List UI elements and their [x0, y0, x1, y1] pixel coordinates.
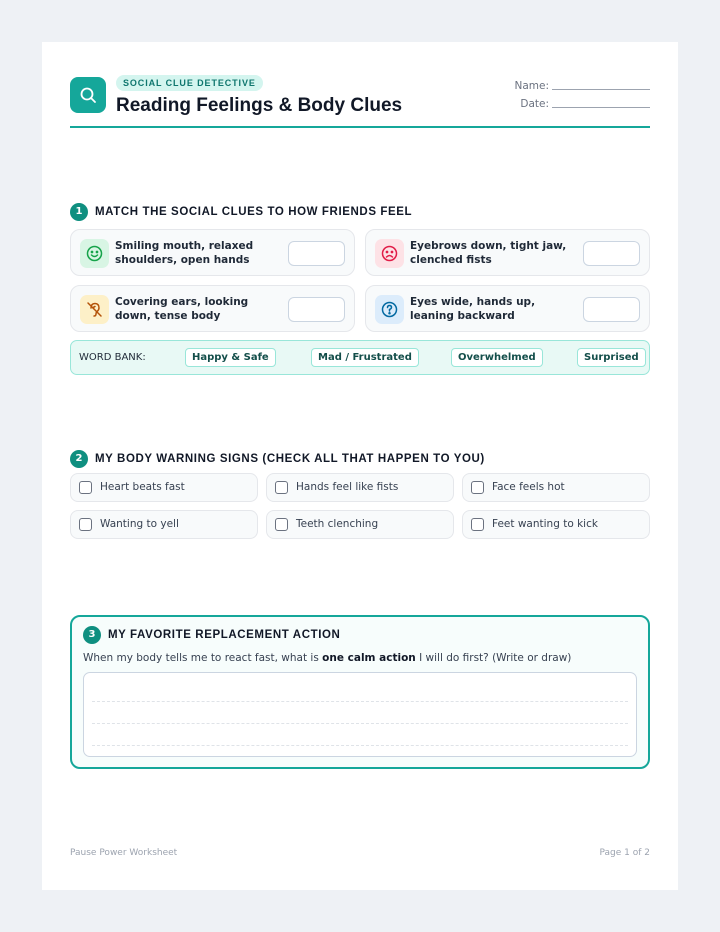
name-field[interactable] — [552, 89, 650, 90]
checkbox-label: Teeth clenching — [296, 518, 379, 530]
category-badge: SOCIAL CLUE DETECTIVE — [116, 75, 263, 91]
word-bank-chip: Overwhelmed — [451, 348, 543, 367]
replacement-action-panel — [70, 615, 650, 769]
writing-line — [92, 723, 628, 724]
ear-off-icon — [80, 295, 109, 324]
writing-line — [92, 745, 628, 746]
section-3-heading — [83, 626, 340, 644]
warning-sign-item[interactable] — [266, 473, 454, 502]
prompt-emphasis: one calm action — [322, 652, 416, 664]
frown-icon — [375, 239, 404, 268]
date-field[interactable] — [552, 107, 650, 108]
answer-box[interactable] — [288, 241, 345, 266]
warning-sign-item[interactable] — [266, 510, 454, 539]
checkbox[interactable] — [275, 518, 288, 531]
word-bank-chip: Mad / Frustrated — [311, 348, 419, 367]
question-icon — [375, 295, 404, 324]
prompt-text: I will do first? (Write or draw) — [415, 652, 572, 664]
date-label: Date: — [520, 98, 549, 110]
warning-sign-item[interactable] — [462, 473, 650, 502]
checkbox-label: Face feels hot — [492, 481, 565, 493]
answer-box[interactable] — [583, 297, 640, 322]
section-title: MATCH THE SOCIAL CLUES TO HOW FRIENDS FEEL — [95, 206, 413, 218]
answer-box[interactable] — [583, 241, 640, 266]
word-bank-label: WORD BANK: — [79, 352, 146, 363]
warning-sign-item[interactable] — [70, 473, 258, 502]
section-title: MY BODY WARNING SIGNS (CHECK ALL THAT HAPPEN TO YOU) — [95, 453, 485, 465]
checkbox-label: Heart beats fast — [100, 481, 185, 493]
clue-text: Smiling mouth, relaxed shoulders, open hands — [115, 240, 254, 266]
clue-card-overwhelmed — [70, 285, 355, 332]
section-number: 1 — [70, 203, 88, 221]
clue-text: Eyebrows down, tight jaw, clenched fists — [410, 240, 567, 266]
smile-icon — [80, 239, 109, 268]
checkbox-label: Hands feel like fists — [296, 481, 399, 493]
answer-writing-area[interactable] — [83, 672, 637, 757]
header-divider — [70, 126, 650, 128]
clue-card-mad — [365, 229, 650, 276]
name-row — [514, 78, 650, 92]
checkbox-label: Feet wanting to kick — [492, 518, 598, 530]
checkbox[interactable] — [275, 481, 288, 494]
worksheet-page — [42, 42, 678, 890]
checkbox-label: Wanting to yell — [100, 518, 179, 530]
name-label: Name: — [514, 80, 549, 92]
warning-sign-item[interactable] — [462, 510, 650, 539]
clue-text: Covering ears, looking down, tense body — [115, 296, 249, 322]
writing-line — [92, 701, 628, 702]
section-number: 3 — [83, 626, 101, 644]
section-1-heading — [70, 203, 412, 221]
date-row — [520, 96, 650, 110]
clue-text: Eyes wide, hands up, leaning backward — [410, 296, 536, 322]
checkbox[interactable] — [79, 481, 92, 494]
checkbox[interactable] — [471, 518, 484, 531]
section-title: MY FAVORITE REPLACEMENT ACTION — [108, 629, 341, 641]
word-bank-chip: Happy & Safe — [185, 348, 276, 367]
word-bank-chip: Surprised — [577, 348, 646, 367]
checkbox[interactable] — [471, 481, 484, 494]
clue-card-surprised — [365, 285, 650, 332]
section-number: 2 — [70, 450, 88, 468]
checkbox[interactable] — [79, 518, 92, 531]
answer-box[interactable] — [288, 297, 345, 322]
word-bank — [70, 340, 650, 375]
section-2-heading — [70, 450, 485, 468]
clue-card-happy — [70, 229, 355, 276]
page-number: Page 1 of 2 — [599, 848, 650, 858]
page-title: Reading Feelings & Body Clues — [116, 95, 403, 116]
prompt-text: When my body tells me to react fast, what is — [83, 652, 323, 664]
writing-prompt — [83, 652, 571, 664]
warning-sign-item[interactable] — [70, 510, 258, 539]
logo — [70, 77, 106, 113]
footer-title: Pause Power Worksheet — [70, 848, 178, 858]
